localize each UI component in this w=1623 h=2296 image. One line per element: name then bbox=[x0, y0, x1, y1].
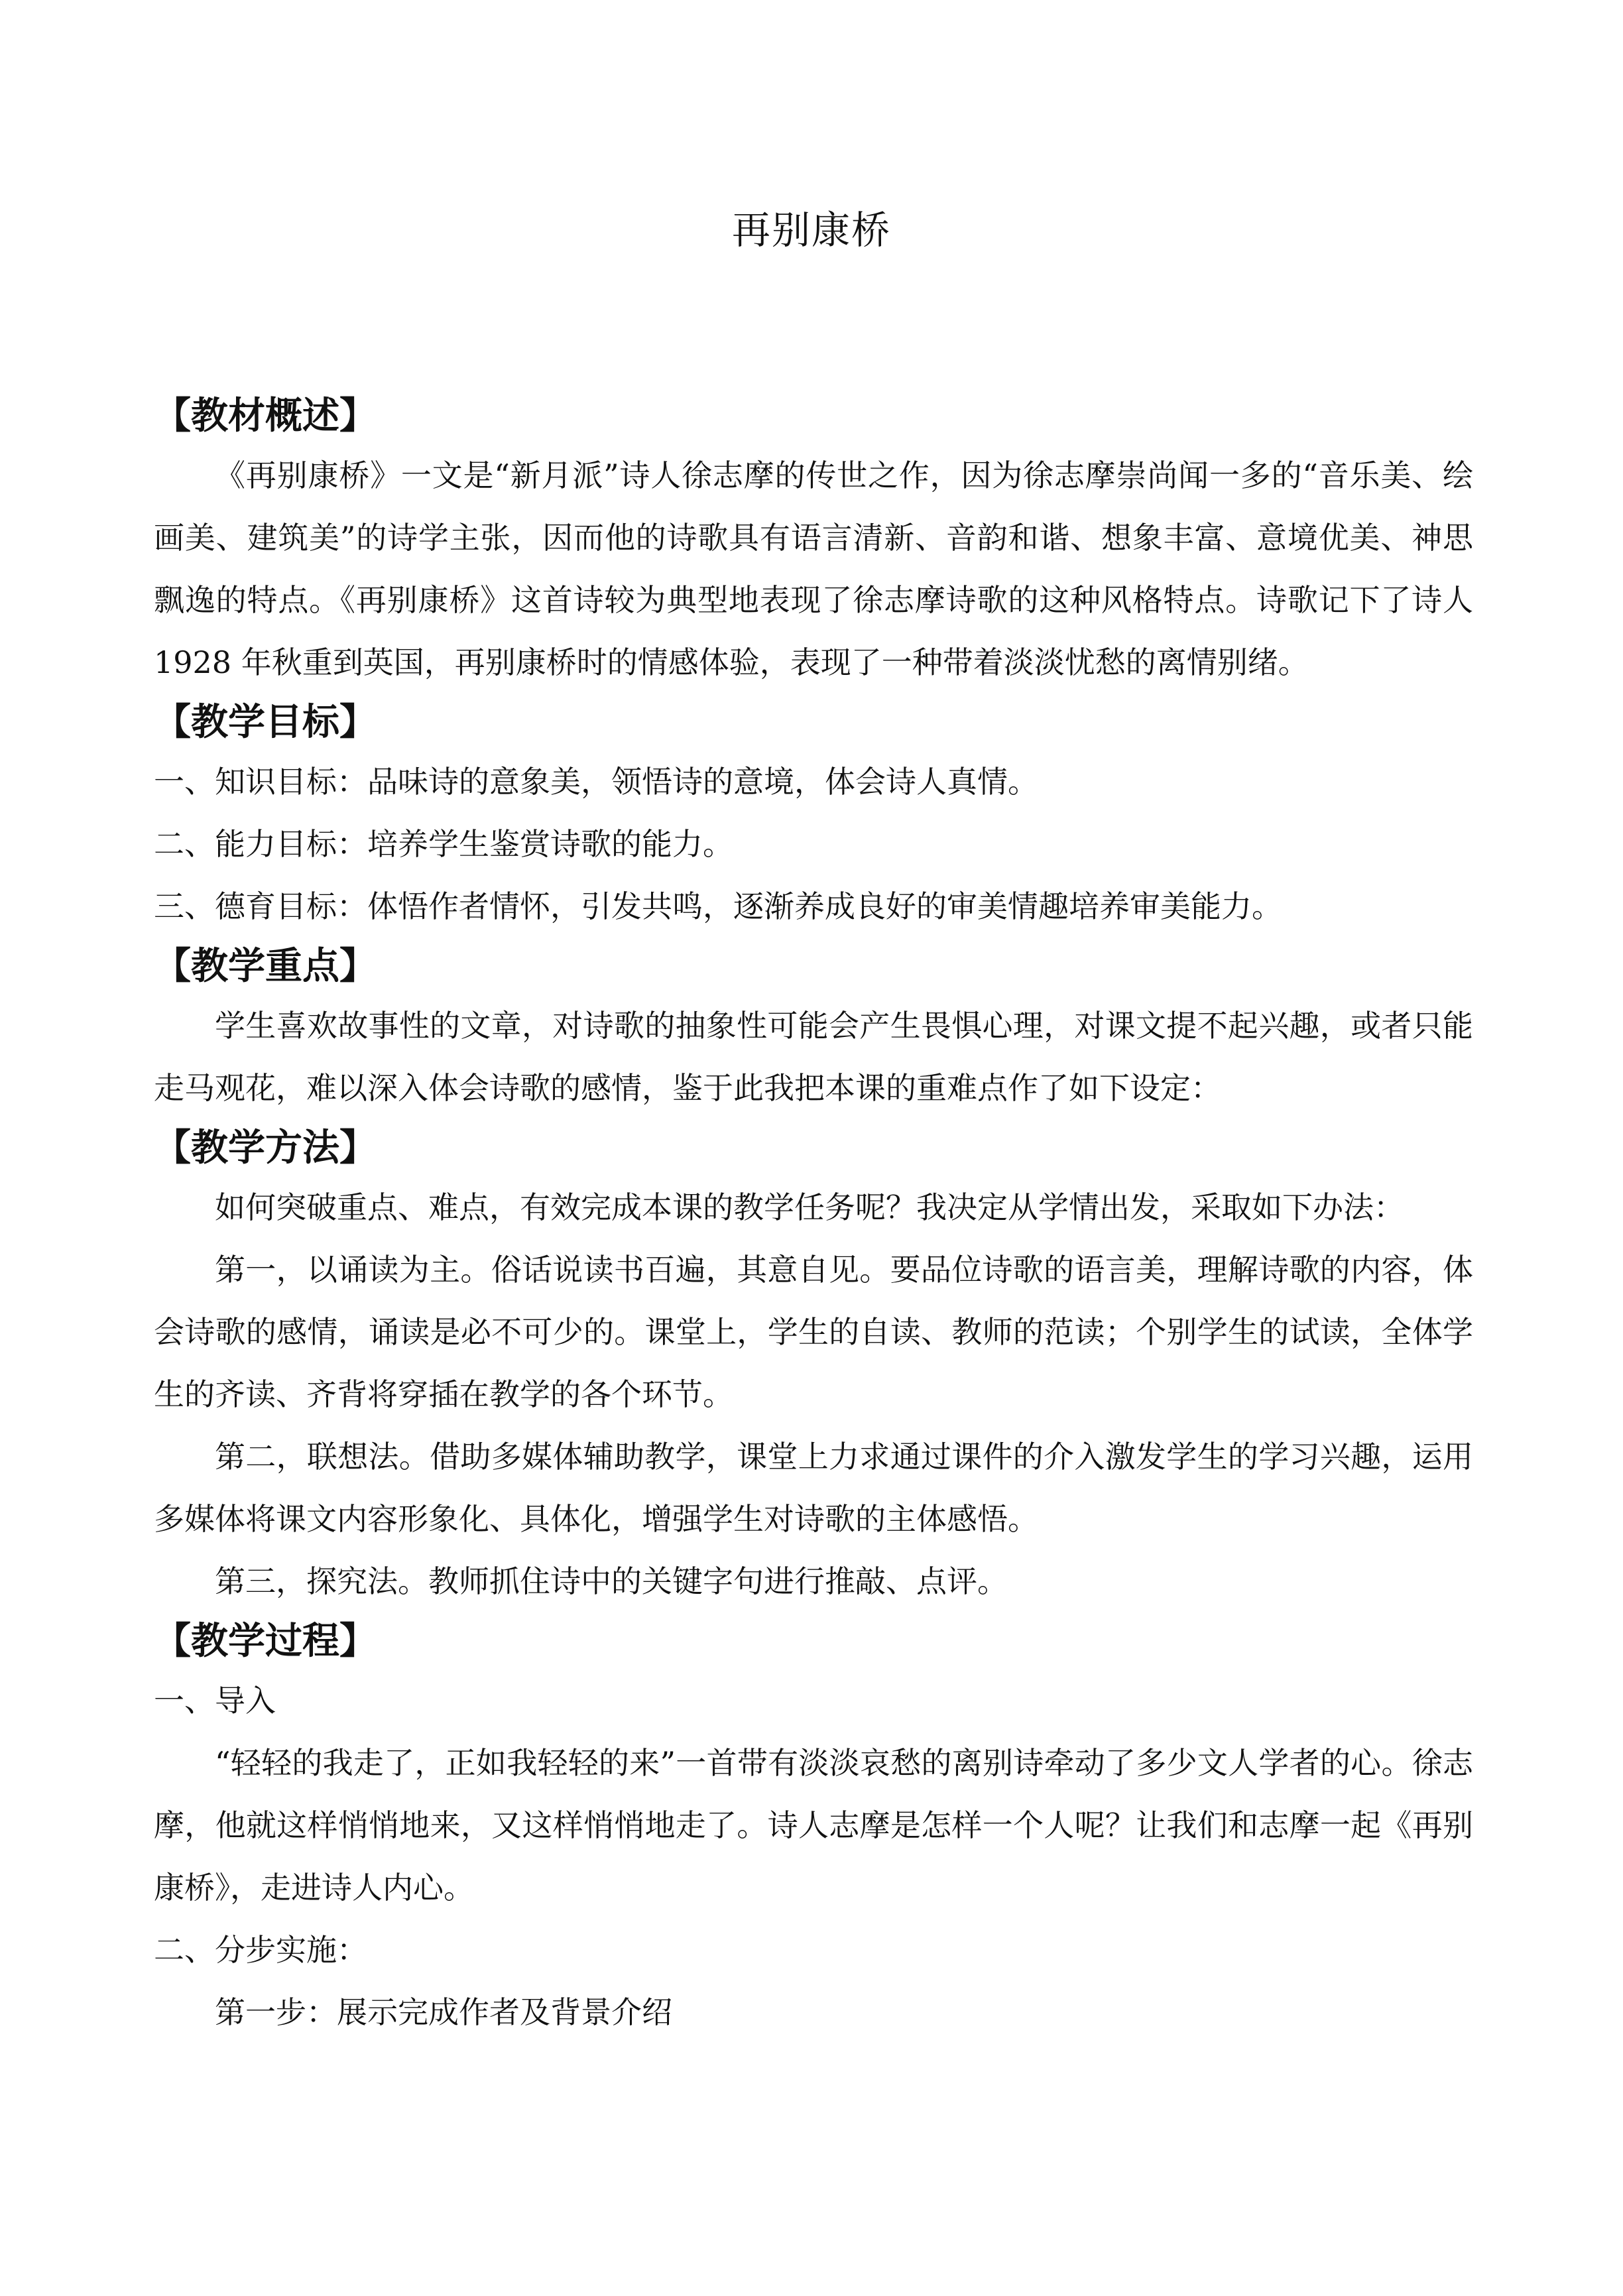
overview-paragraph: 《再别康桥》一文是“新月派”诗人徐志摩的传世之作，因为徐志摩崇尚闻一多的“音乐美、绘画美、建筑美”的诗学主张，因而他的诗歌具有语言清新、音韵和谐、想象丰富、意境优美、神思飘逸的特点。《再别康桥》这首诗较为典型地表现了徐志摩诗歌的这种风格特点。诗歌记下了诗人 1928 年秋重到英国，再别康桥时的情感体验，表现了一种带着淡淡忧愁的离情别绪。 bbox=[154, 457, 1473, 680]
process-step-one: 第一步：展示完成作者及背景介绍 bbox=[215, 1994, 672, 2030]
focus-paragraph: 学生喜欢故事性的文章，对诗歌的抽象性可能会产生畏惧心理，对课文提不起兴趣，或者只能走马观花，难以深入体会诗歌的感情，鉴于此我把本课的重难点作了如下设定： bbox=[154, 1008, 1473, 1106]
section-heading-goals: 【教学目标】 bbox=[154, 700, 377, 744]
goal-item-moral: 三、德育目标：体悟作者情怀，引发共鸣，逐渐养成良好的审美情趣培养审美能力。 bbox=[154, 888, 1282, 924]
goal-item-knowledge: 一、知识目标：品味诗的意象美，领悟诗的意境，体会诗人真情。 bbox=[154, 764, 1038, 800]
goal-item-ability: 二、能力目标：培养学生鉴赏诗歌的能力。 bbox=[154, 826, 733, 862]
methods-paragraph-reading: 第一，以诵读为主。俗话说读书百遍，其意自见。要品位诗歌的语言美，理解诗歌的内容，体会诗歌的感情，诵读是必不可少的。课堂上，学生的自读、教师的范读；个别学生的试读，全体学生的齐读、齐背将穿插在教学的各个环节。 bbox=[154, 1252, 1473, 1412]
process-steps-label: 二、分步实施： bbox=[154, 1932, 367, 1968]
document-content bbox=[154, 199, 1473, 2043]
section-heading-process: 【教学过程】 bbox=[154, 1619, 377, 1663]
process-intro-paragraph: “轻轻的我走了，正如我轻轻的来”一首带有淡淡哀愁的离别诗牵动了多少文人学者的心。徐志摩，他就这样悄悄地来，又这样悄悄地走了。诗人志摩是怎样一个人呢？让我们和志摩一起《再别康桥》，走进诗人内心。 bbox=[154, 1745, 1473, 1905]
methods-paragraph-association: 第二，联想法。借助多媒体辅助教学，课堂上力求通过课件的介入激发学生的学习兴趣，运用多媒体将课文内容形象化、具体化，增强学生对诗歌的主体感悟。 bbox=[154, 1439, 1473, 1537]
section-heading-overview: 【教材概述】 bbox=[154, 394, 377, 438]
document-title: 再别康桥 bbox=[731, 208, 891, 253]
process-intro-label: 一、导入 bbox=[154, 1683, 276, 1719]
methods-paragraph-inquiry: 第三，探究法。教师抓住诗中的关键字句进行推敲、点评。 bbox=[215, 1563, 1008, 1599]
section-heading-methods: 【教学方法】 bbox=[154, 1126, 377, 1170]
methods-paragraph-intro: 如何突破重点、难点，有效完成本课的教学任务呢？我决定从学情出发，采取如下办法： bbox=[215, 1189, 1404, 1225]
section-heading-focus: 【教学重点】 bbox=[154, 944, 377, 988]
